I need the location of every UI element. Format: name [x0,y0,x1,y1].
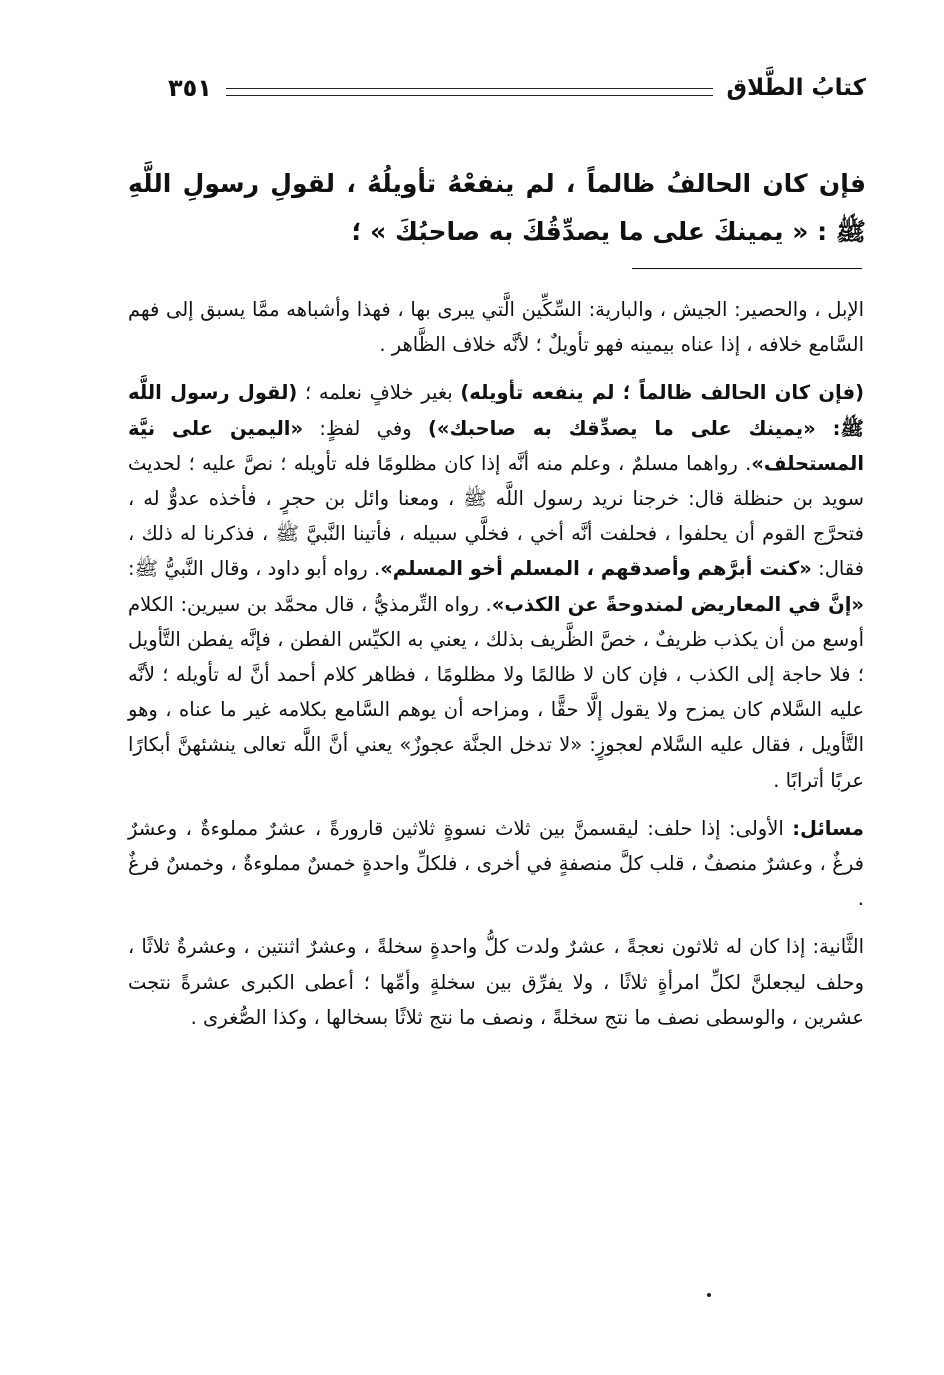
header-rule [226,88,713,96]
commentary-text: الأولى: إذا حلف: ليقسمنَّ بين ثلاث نسوةٍ ثلاثين قارورةً ، عشرٌ مملوءةٌ ، وعشرٌ فرغٌ ، وعشرٌ منصفٌ ، قلب كلَّ منصفةٍ في أخرى ، فلكلِّ واحدةٍ خمسٌ مملوءةٌ ، وخمسٌ فرغٌ . [128,816,864,911]
commentary-text: . رواهما مسلمٌ ، وعلم منه أنَّه إذا كان مظلومًا فله تأويله ؛ نصَّ عليه ؛ لحديث سويد بن حنظلة قال: خرجنا نريد رسول اللَّه ﷺ ، ومعنا وائل بن حجرٍ ، فأخذه عدوٌّ له ، فتحرَّج القوم أن يحلفوا ، فحلفت أنَّه أخي ، فخلَّي سبيله ، فأتينا النَّبيَّ ﷺ ، فذكرنا له ذلك ، فقال: [128,451,864,581]
commentary-text: بغير خلافٍ نعلمه ؛ [297,381,461,405]
section-label: مسائل: [792,816,864,840]
chapter-title: كتابُ الطَّلاق [726,75,866,101]
quoted-matn: (لقول رسول اللَّه ﷺ: «يمينك على ما يصدِّقك به صاحبك») [128,381,864,440]
hadith-quote: «إنَّ في المعاريض لمندوحةً عن الكذب» [491,592,865,616]
hadith-quote: «اليمين على نيَّة المستحلف» [128,416,864,475]
hadith-quote: «كنت أبرَّهم وأصدقهم ، المسلم أخو المسلم» [380,557,812,581]
page-number: ٣٥١ [168,74,212,102]
stray-mark [707,1293,711,1297]
footnote-separator [632,268,862,269]
running-header [168,66,866,110]
commentary-paragraph-2 [128,375,864,797]
main-text: فإن كان الحالفُ ظالماً ، لم ينفعْهُ تأويلُهُ ، لقولِ رسولِ اللَّهِ ﷺ : « يمينكَ على ما يصدِّقُكَ به صاحبُكَ » ؛ [128,169,866,246]
commentary-text: وفي لفظٍ: [303,416,428,440]
commentary-paragraph-4: الثَّانية: إذا كان له ثلاثون نعجةً ، عشرٌ ولدت كلُّ واحدةٍ سخلةً ، وعشرٌ اثنتين ، وعشرةٌ ثلاثًا ، وحلف ليجعلنَّ لكلِّ امرأةٍ ثلاثًا ، ولا يفرِّق بين سخلةٍ وأمِّها ؛ أعطى الكبرى عشرةً نتجت عشرين ، والوسطى نصف ما نتج سخلةً ، ونصف ما نتج ثلاثًا بسخالها ، وكذا الصُّغرى . [128,935,864,1029]
quoted-matn: (فإن كان الحالف ظالماً ؛ لم ينفعه تأويله) [460,381,864,405]
commentary [128,292,864,1048]
commentary-paragraph-3 [128,811,864,917]
commentary-paragraph-1: الإبل ، والحصير: الجيش ، والبارية: السِّكِّين الَّتي يبرى بها ، فهذا وأشباهه ممَّا يسبق إلى فهم السَّامع خلافه ، إذا عناه بيمينه فهو تأويلٌ ؛ لأنَّه خلاف الظَّاهر . [128,298,864,357]
commentary-text: . رواه أبو داود ، وقال النَّبيُّ ﷺ: [128,557,381,581]
commentary-text: . رواه التِّرمذيُّ ، قال محمَّد بن سيرين: الكلام أوسع من أن يكذب ظريفٌ ، خصَّ الظَّريف بذلك ، يعني به الكيِّس الفطن ، فإنَّه يفطن التَّأويل ؛ فلا حاجة إلى الكذب ، فإن كان لا ظالمًا ولا مظلومًا ، فظاهر كلام أحمد أنَّ له تأويله ؛ لأنَّه عليه السَّلام كان يمزح ولا يقول إلَّا حقًّا ، ومزاحه أن يوهم السَّامع بكلامه غير ما عناه ، وهو التَّأويل ، فقال عليه السَّلام لعجوزٍ: «لا تدخل الجنَّة عجوزٌ» يعني أنَّ اللَّه تعالى ينشئهنَّ أبكارًا عربًا أترابًا . [128,592,864,792]
